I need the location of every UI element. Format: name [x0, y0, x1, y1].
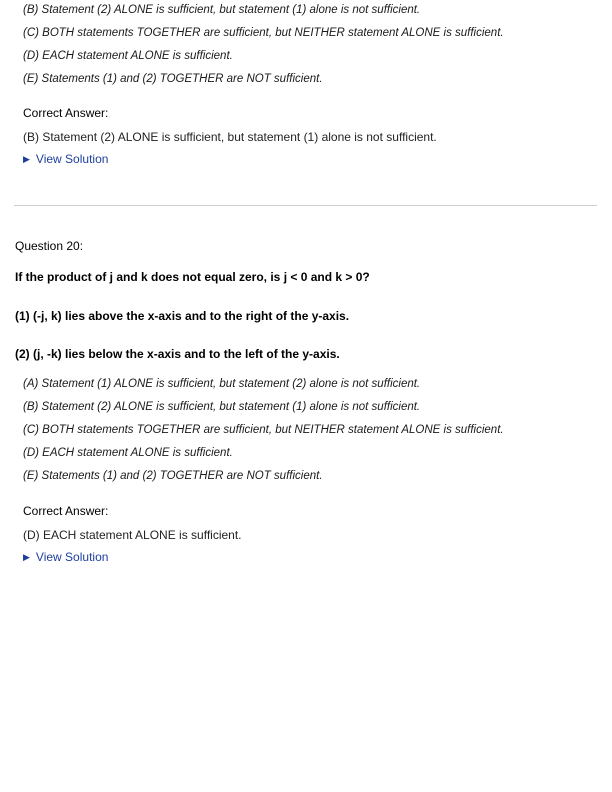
correct-answer-label: Correct Answer: [23, 504, 109, 518]
prev-option-c: (C) BOTH statements TOGETHER are sufficient, but NEITHER statement ALONE is sufficient. [23, 27, 504, 39]
question-divider [14, 205, 597, 206]
question-stem: If the product of j and k does not equal zero, is j < 0 and k > 0? [15, 270, 370, 284]
prev-option-e: (E) Statements (1) and (2) TOGETHER are NOT sufficient. [23, 73, 323, 85]
prev-correct-answer-text: (B) Statement (2) ALONE is sufficient, but statement (1) alone is not sufficient. [23, 130, 437, 144]
question-statement-2: (2) (j, -k) lies below the x-axis and to the left of the y-axis. [15, 347, 340, 361]
prev-option-d: (D) EACH statement ALONE is sufficient. [23, 50, 233, 62]
prev-option-b: (B) Statement (2) ALONE is sufficient, but statement (1) alone is not sufficient. [23, 4, 421, 16]
prev-correct-answer-label: Correct Answer: [23, 106, 109, 120]
prev-view-solution-label: View Solution [35, 152, 109, 166]
triangle-right-icon: ▶ [23, 552, 30, 562]
question-statement-1: (1) (-j, k) lies above the x-axis and to the right of the y-axis. [15, 309, 350, 323]
option-e: (E) Statements (1) and (2) TOGETHER are NOT sufficient. [23, 470, 323, 482]
view-solution-link[interactable] [23, 550, 108, 564]
triangle-right-icon: ▶ [23, 154, 30, 164]
prev-view-solution-link[interactable] [23, 152, 108, 166]
option-d: (D) EACH statement ALONE is sufficient. [23, 447, 233, 459]
correct-answer-text: (D) EACH statement ALONE is sufficient. [23, 528, 242, 542]
view-solution-label: View Solution [35, 550, 109, 564]
option-a: (A) Statement (1) ALONE is sufficient, but statement (2) alone is not sufficient. [23, 378, 421, 390]
option-c: (C) BOTH statements TOGETHER are sufficient, but NEITHER statement ALONE is sufficient. [23, 424, 504, 436]
question-title: Question 20: [15, 239, 84, 253]
option-b: (B) Statement (2) ALONE is sufficient, but statement (1) alone is not sufficient. [23, 401, 421, 413]
